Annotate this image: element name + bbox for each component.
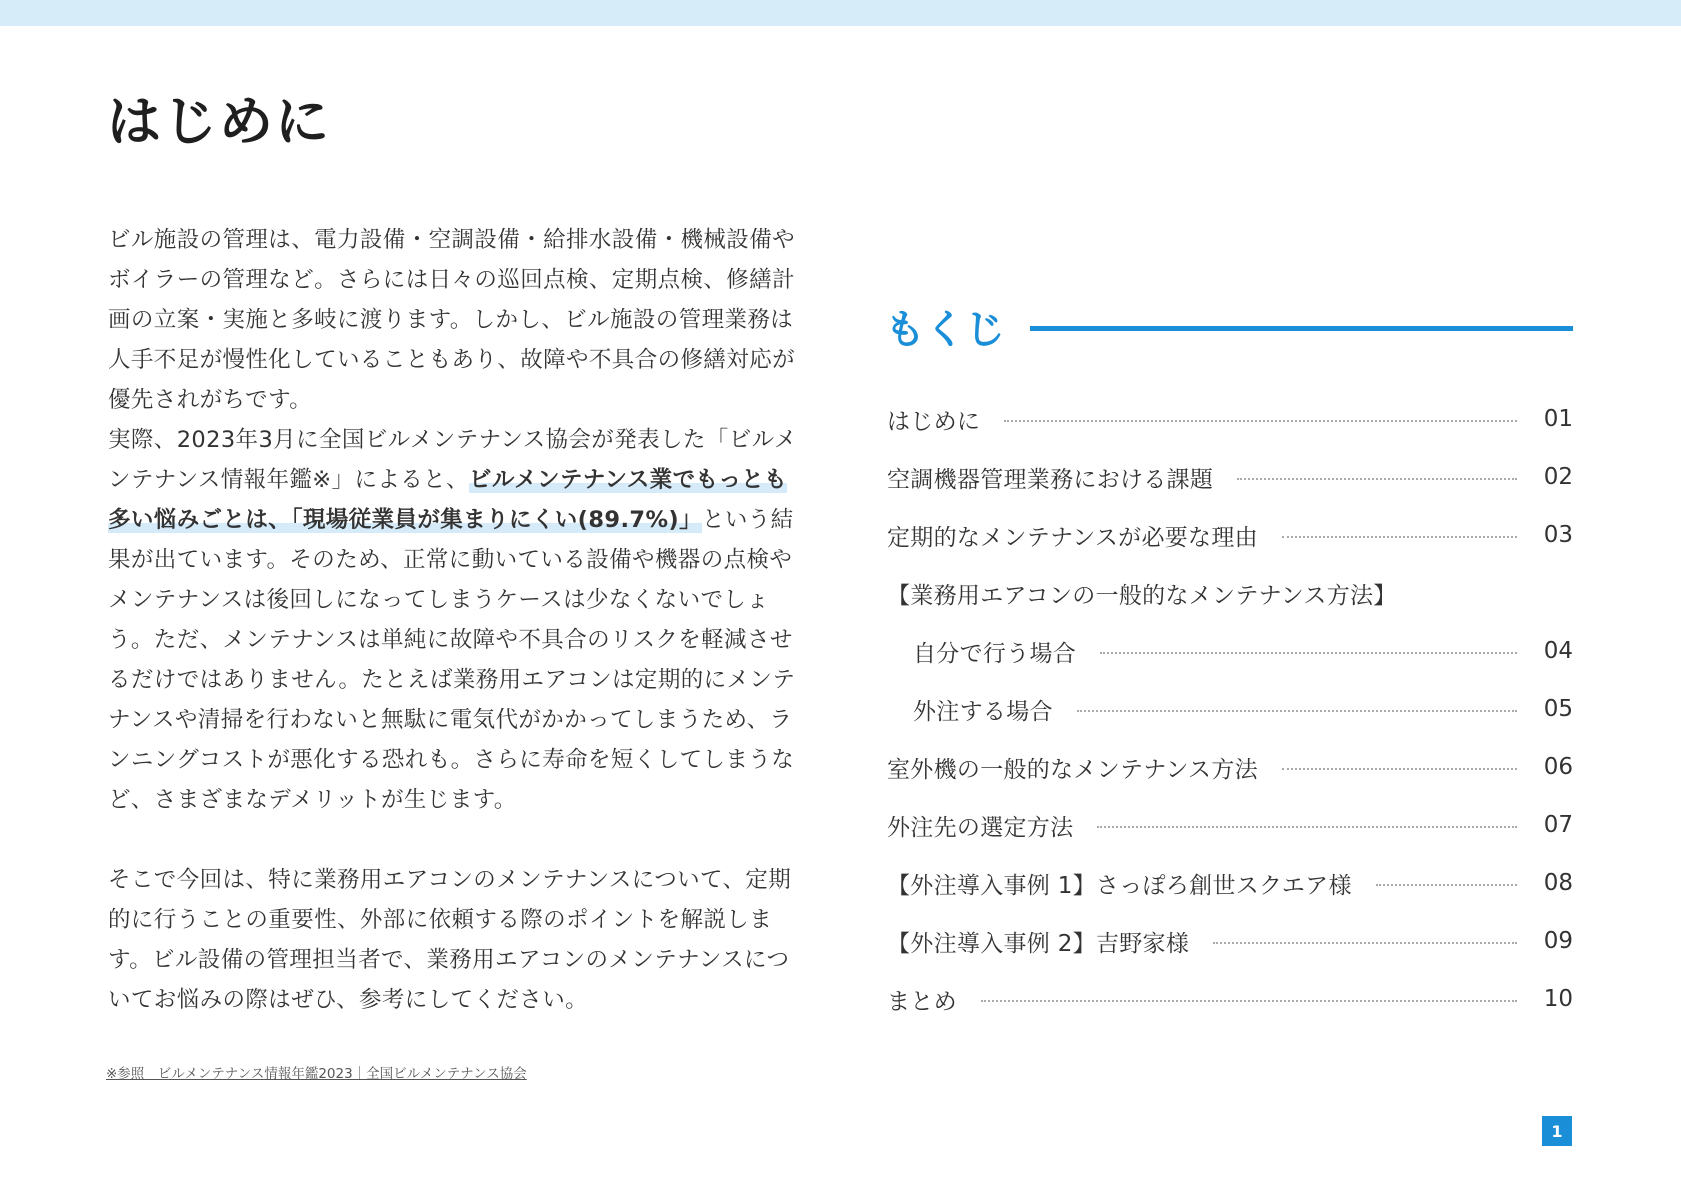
toc-leader-dots: [1237, 478, 1517, 480]
toc-item-page: 10: [1543, 986, 1573, 1012]
intro-text-part-c: という結果が出ています。そのため、正常に動いている設備や機器の点検やメンテナンスは後回しになってしまうケースは少なくないでしょう。ただ、メンテナンスは単純に故障や不具合のリスクを軽減させるだけではありません。たとえば業務用エアコンは定期的にメンテナンスや清掃を行わないと無駄に電気代がかかってしまうため、ランニングコストが悪化する恐れも。さらに寿命を短くしてしまうなど、さまざまなデメリットが生じます。: [108, 507, 796, 813]
toc-item-label: 空調機器管理業務における課題: [887, 466, 1214, 493]
toc-item-page: 03: [1543, 522, 1573, 548]
toc-item-label: 【外注導入事例 1】さっぽろ創世スクエア様: [887, 872, 1352, 899]
toc-item-label: まとめ: [887, 988, 957, 1015]
toc-leader-dots: [1282, 536, 1517, 538]
toc-item-page: 04: [1543, 638, 1573, 664]
toc-section-label: 【業務用エアコンの一般的なメンテナンス方法】: [887, 582, 1397, 609]
toc-leader-dots: [1004, 420, 1517, 422]
intro-text: [108, 220, 798, 1020]
intro-text-part-b: 実際、2023年3月に全国ビルメンテナンス協会が発表した「ビルメンテナンス情報年鑑※」によると、: [108, 427, 797, 493]
toc-item-diy[interactable]: [887, 622, 1573, 680]
toc-leader-dots: [1282, 768, 1517, 770]
toc-section-header: [887, 564, 1573, 622]
toc-item-page: 05: [1543, 696, 1573, 722]
toc-leader-dots: [1376, 884, 1517, 886]
toc-leader-dots: [1097, 826, 1517, 828]
toc-item-page: 09: [1543, 928, 1573, 954]
intro-paragraph-1: [108, 220, 798, 820]
toc-item-label: 自分で行う場合: [913, 640, 1077, 667]
toc-item-vendor-selection[interactable]: [887, 796, 1573, 854]
toc-leader-dots: [1077, 710, 1517, 712]
toc-item-label: 室外機の一般的なメンテナンス方法: [887, 756, 1258, 783]
toc-heading-rule: [1030, 326, 1573, 331]
toc-leader-dots: [1100, 652, 1517, 654]
toc-item-summary[interactable]: [887, 970, 1573, 1028]
toc-leader-dots: [1213, 942, 1517, 944]
toc-item-outsourcing[interactable]: [887, 680, 1573, 738]
toc-item-reasons[interactable]: [887, 506, 1573, 564]
toc-item-page: 06: [1543, 754, 1573, 780]
toc-item-label: 定期的なメンテナンスが必要な理由: [887, 524, 1258, 551]
toc-item-case-study-2[interactable]: [887, 912, 1573, 970]
page-title: はじめに: [107, 90, 331, 153]
toc-item-introduction[interactable]: [887, 390, 1573, 448]
intro-text-part-a: ビル施設の管理は、電力設備・空調設備・給排水設備・機械設備やボイラーの管理など。さらには日々の巡回点検、定期点検、修繕計画の立案・実施と多岐に渡ります。しかし、ビル施設の管理業務は人手不足が慢性化していることもあり、故障や不具合の修繕対応が優先されがちです。: [108, 227, 796, 413]
reference-footnote-link[interactable]: ※参照 ビルメンテナンス情報年鑑2023｜全国ビルメンテナンス協会: [106, 1066, 527, 1082]
toc-item-page: 01: [1543, 406, 1573, 432]
toc-item-page: 02: [1543, 464, 1573, 490]
toc-item-label: 外注先の選定方法: [887, 814, 1074, 841]
page-number-badge: 1: [1542, 1116, 1572, 1146]
toc-item-outdoor-unit[interactable]: [887, 738, 1573, 796]
top-band: [0, 0, 1681, 26]
toc-item-label: はじめに: [887, 408, 981, 435]
toc-leader-dots: [981, 1000, 1517, 1002]
toc-item-page: 08: [1543, 870, 1573, 896]
toc-item-label: 【外注導入事例 2】吉野家様: [887, 930, 1190, 957]
highlighted-statistic: ビルメンテナンス業でもっとも多い悩みごとは、「現場従業員が集まりにくい(89.7%)」: [108, 467, 788, 533]
toc-item-case-study-1[interactable]: [887, 854, 1573, 912]
toc-item-page: 07: [1543, 812, 1573, 838]
table-of-contents: [887, 390, 1573, 1028]
intro-paragraph-2: そこで今回は、特に業務用エアコンのメンテナンスについて、定期的に行うことの重要性、外部に依頼する際のポイントを解説します。ビル設備の管理担当者で、業務用エアコンのメンテナンスについてお悩みの際はぜひ、参考にしてください。: [108, 867, 792, 1013]
toc-heading: もくじ: [885, 307, 1005, 353]
toc-item-label: 外注する場合: [913, 698, 1053, 725]
toc-item-challenges[interactable]: [887, 448, 1573, 506]
